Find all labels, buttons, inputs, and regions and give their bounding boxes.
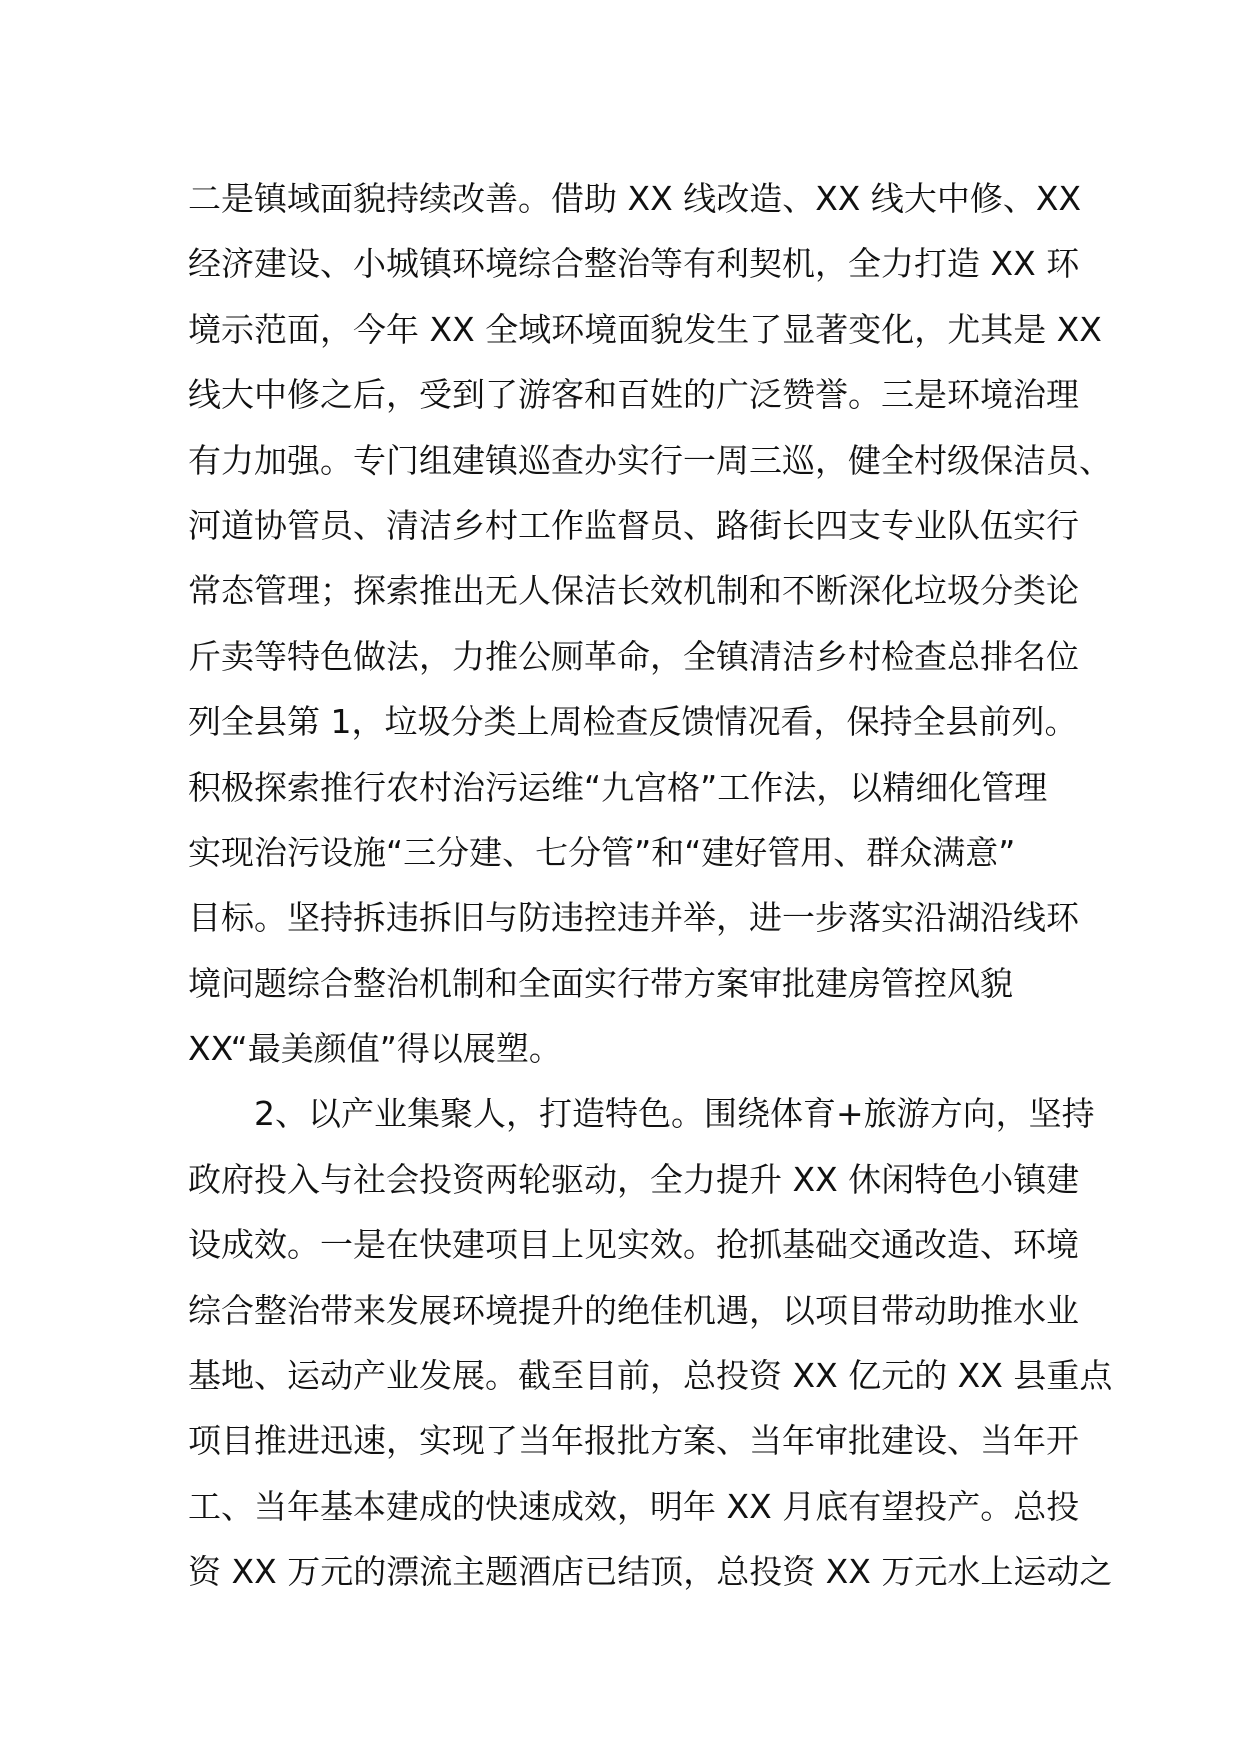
text-line: 项目推进迅速，实现了当年报批方案、当年审批建设、当年开 [188,1421,1079,1461]
text-line: 积极探索推行农村治污运维“九宫格”工作法，以精细化管理 [188,767,1048,807]
text-line: 设成效。一是在快建项目上见实效。抢抓基础交通改造、环境 [188,1225,1079,1265]
text-line: 实现治污设施“三分建、七分管”和“建好管用、群众满意” [188,832,1016,872]
text-line: 河道协管员、清洁乡村工作监督员、路街长四支专业队伍实行 [188,505,1079,545]
text-line: 综合整治带来发展环境提升的绝佳机遇，以项目带动助推水业 [188,1290,1079,1330]
text-line: 工、当年基本建成的快速成效，明年 XX 月底有望投产。总投 [188,1486,1080,1526]
text-line: 2、以产业集聚人，打造特色。围绕体育+旅游方向，坚持 [254,1094,1095,1134]
text-line: 境示范面，今年 XX 全域环境面貌发生了显著变化，尤其是 XX [188,309,1102,349]
text-line: 资 XX 万元的漂流主题酒店已结顶，总投资 XX 万元水上运动之 [188,1552,1113,1592]
document-body [188,166,1113,1605]
text-line: 有力加强。专门组建镇巡查办实行一周三巡，健全村级保洁员、 [188,440,1112,480]
text-line: 二是镇域面貌持续改善。借助 XX 线改造、XX 线大中修、XX [188,179,1082,218]
text-line: 斤卖等特色做法，力推公厕革命，全镇清洁乡村检查总排名位 [188,636,1079,676]
text-line: 境问题综合整治机制和全面实行带方案审批建房管控风貌 [188,963,1013,1003]
text-line: 线大中修之后，受到了游客和百姓的广泛赞誉。三是环境治理 [188,375,1079,415]
text-line: 列全县第 1，垃圾分类上周检查反馈情况看，保持全县前列。 [188,702,1078,742]
text-line: 基地、运动产业发展。截至目前，总投资 XX 亿元的 XX 县重点 [188,1356,1113,1396]
text-line: 政府投入与社会投资两轮驱动，全力提升 XX 休闲特色小镇建 [188,1159,1080,1199]
text-line: XX“最美颜值”得以展塑。 [188,1029,562,1069]
text-line: 常态管理；探索推出无人保洁长效机制和不断深化垃圾分类论 [188,571,1079,611]
text-line: 经济建设、小城镇环境综合整治等有利契机，全力打造 XX 环 [188,244,1080,284]
text-line: 目标。坚持拆违拆旧与防违控违并举，进一步落实沿湖沿线环 [188,898,1079,938]
